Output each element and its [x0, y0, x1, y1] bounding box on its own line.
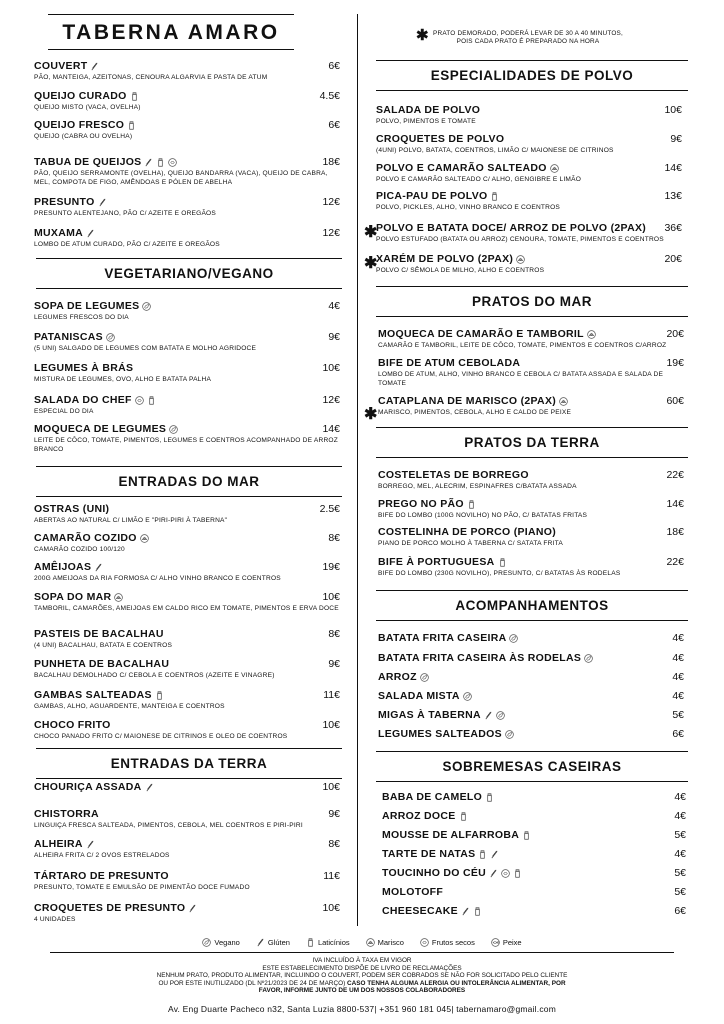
item-price: 2.5€: [319, 503, 340, 515]
menu-item-moqueca-de-camarao: [378, 328, 684, 350]
menu-item-muxama: [34, 227, 340, 249]
legend-vegano: Vegano: [202, 938, 239, 947]
item-desc: PRESUNTO, TOMATE E EMULSÃO DE PIMENTÃO DOCE FUMADO: [34, 884, 250, 891]
wheat-icon: [90, 62, 99, 71]
menu-item-ameijoas: [34, 561, 340, 583]
item-name: QUEIJO FRESCO: [34, 119, 125, 131]
item-desc: POLVO ESTUFADO (BATATA OU ARROZ) CENOURA, TOMATE, PIMENTOS E COENTROS: [376, 236, 664, 243]
item-name: PICA-PAU DE POLVO: [376, 190, 488, 202]
legend-gluten: Glúten: [256, 938, 290, 947]
item-price: 9€: [328, 658, 340, 670]
leaf-circle-icon: [463, 692, 472, 701]
item-name: TABUA DE QUEIJOS: [34, 156, 142, 168]
menu-item-croquetes-de-polvo: [376, 133, 682, 155]
item-name: CROQUETES DE PRESUNTO: [34, 902, 186, 914]
menu-item-sopa-do-mar: [34, 591, 340, 613]
item-desc: LOMBO DE ATUM CURADO, PÃO C/ AZEITE E OREGÃOS: [34, 241, 220, 248]
menu-item-cataplana-de-marisco: [378, 395, 684, 417]
item-desc: (4UNI) POLVO, BATATA, COENTROS, LIMÃO C/ MAIONESE DE CITRINOS: [376, 147, 614, 154]
item-price: 10€: [322, 591, 340, 603]
legend-marisco: Marisco: [366, 938, 404, 947]
item-desc: 200G AMEIJOAS DA RIA FORMOSA C/ ALHO VINHO BRANCO E COENTROS: [34, 575, 281, 582]
item-name: OSTRAS (UNI): [34, 503, 110, 515]
item-price: 4€: [672, 690, 684, 702]
item-name: SALADA MISTA: [378, 690, 460, 702]
item-desc: CAMARÃO E TAMBORIL, LEITE DE CÔCO, TOMATE, PIMENTOS E COENTROS C/ARROZ: [378, 342, 667, 349]
leaf-circle-icon: [106, 333, 115, 342]
nut-icon: [420, 938, 429, 947]
menu-item-tarte-de-natas: [382, 848, 686, 860]
asterisk-icon: ✱: [364, 224, 378, 241]
section-title: ENTRADAS DO MAR: [118, 474, 260, 489]
menu-item-xarem-de-polvo: [376, 253, 682, 275]
item-name: COUVERT: [34, 60, 88, 72]
menu-item-presunto: [34, 196, 340, 218]
nut-icon: [135, 396, 144, 405]
shell-icon: [114, 593, 123, 602]
menu-item-punheta-de-bacalhau: [34, 658, 340, 680]
footer-line-4a: OU POR ESTE INUTILIZADO (DL Nº21/2023 DE 24 DE MARÇO): [158, 979, 346, 987]
section-header-sobremesas: [376, 751, 688, 782]
milk-bottle-icon: [130, 92, 139, 101]
item-price: 5€: [672, 709, 684, 721]
section-header-vegetariano: [36, 258, 342, 289]
item-desc: BORREGO, MEL, ALECRIM, ESPINAFRES C/BATATA ASSADA: [378, 483, 577, 490]
item-desc: LEITE DE CÔCO, TOMATE, PIMENTOS, LEGUMES E COENTROS ACOMPANHADO DE ARROZ BRANCO: [34, 437, 338, 453]
shell-icon: [550, 164, 559, 173]
item-price: 4€: [672, 652, 684, 664]
item-desc: PÃO, QUEIJO SERRAMONTE (OVELHA), QUEIJO BANDARRA (VACA), QUEIJO DE CABRA, MEL, COMPOTA DE FIGO, AMÊNDOAS E PÓLEN DE ABELHA: [34, 170, 328, 186]
menu-item-queijo-fresco: [34, 119, 340, 141]
menu-item-costeletas-de-borrego: [378, 469, 684, 491]
milk-bottle-icon: [522, 831, 531, 840]
section-title: SOBREMESAS CASEIRAS: [442, 759, 622, 774]
asterisk-icon: ✱: [364, 255, 378, 272]
item-name: MOQUECA DE CAMARÃO E TAMBORIL: [378, 328, 584, 340]
item-name: TOUCINHO DO CÉU: [382, 867, 487, 879]
item-name: LEGUMES À BRÁS: [34, 362, 134, 374]
menu-item-migas: [378, 709, 684, 721]
item-name: SALADA DO CHEF: [34, 394, 132, 406]
restaurant-name: TABERNA AMARO: [62, 21, 280, 44]
section-title: ENTRADAS DA TERRA: [110, 756, 268, 771]
menu-item-chourica-assada: [34, 781, 340, 793]
section-title: PRATOS DO MAR: [471, 294, 592, 309]
milk-bottle-icon: [467, 500, 476, 509]
item-price: 8€: [328, 532, 340, 544]
item-desc: POLVO C/ SÊMOLA DE MILHO, ALHO E COENTROS: [376, 267, 545, 274]
menu-item-batata-rodelas: [378, 652, 684, 664]
item-price: 6€: [328, 60, 340, 72]
menu-item-croquetes-de-presunto: [34, 902, 340, 924]
item-price: 12€: [322, 227, 340, 239]
footer-line-5: FAVOR, INFORME JUNTO DE UM DOS NOSSOS COLABORADORES: [258, 987, 466, 995]
menu-item-salada-de-polvo: [376, 104, 682, 126]
item-name: AMÊIJOAS: [34, 561, 92, 573]
item-desc: 4 UNIDADES: [34, 916, 76, 923]
item-desc: POLVO E CAMARÃO SALTEADO C/ ALHO, GENGIBRE E LIMÃO: [376, 176, 582, 183]
asterisk-icon: ✱: [364, 406, 378, 423]
milk-bottle-icon: [473, 907, 482, 916]
wheat-icon: [86, 840, 95, 849]
menu-item-mousse-de-alfarroba: [382, 829, 686, 841]
milk-bottle-icon: [459, 812, 468, 821]
allergen-legend: [0, 938, 724, 947]
item-name: SOPA DE LEGUMES: [34, 300, 140, 312]
item-name: CAMARÃO COZIDO: [34, 532, 137, 544]
footer-line-3: NENHUM PRATO, PRODUTO ALIMENTAR, INCLUINDO O COUVERT, PODEM SER COBRADOS SE NÃO FOR SOLICITADO PELO CLIENTE: [156, 972, 568, 980]
item-name: BATATA FRITA CASEIRA ÀS RODELAS: [378, 652, 582, 664]
milk-bottle-icon: [147, 396, 156, 405]
item-price: 14€: [322, 423, 340, 435]
menu-item-queijo-curado: [34, 90, 340, 112]
section-header-polvo: [376, 60, 688, 91]
item-name: ARROZ DOCE: [382, 810, 456, 822]
item-name: MUXAMA: [34, 227, 84, 239]
item-name: CATAPLANA DE MARISCO (2PAX): [378, 395, 557, 407]
item-name: PATANISCAS: [34, 331, 103, 343]
milk-bottle-icon: [155, 691, 164, 700]
footer-notes: [0, 957, 724, 995]
item-name: CHEESECAKE: [382, 905, 458, 917]
item-price: 10€: [322, 781, 340, 793]
section-header-entradas-terra: [36, 748, 342, 779]
milk-bottle-icon: [478, 850, 487, 859]
item-desc: MARISCO, PIMENTOS, CEBOLA, ALHO E CALDO DE PEIXE: [378, 409, 572, 416]
item-desc: MISTURA DE LEGUMES, OVO, ALHO E BATATA PALHA: [34, 376, 212, 383]
item-name: QUEIJO CURADO: [34, 90, 127, 102]
item-desc: BIFE DO LOMBO (100G NOVILHO) NO PÃO, C/ BATATAS FRITAS: [378, 512, 588, 519]
section-title: ACOMPANHAMENTOS: [455, 598, 609, 613]
milk-bottle-icon: [485, 793, 494, 802]
item-name: POLVO E BATATA DOCE/ ARROZ DE POLVO (2PAX): [376, 222, 647, 234]
item-name: CHOCO FRITO: [34, 719, 111, 731]
item-desc: LINGUIÇA FRESCA SALTEADA, PIMENTOS, CEBOLA, MEL COENTROS E PIRI-PIRI: [34, 822, 303, 829]
item-price: 4€: [674, 848, 686, 860]
wheat-icon: [86, 229, 95, 238]
wheat-icon: [489, 869, 498, 878]
item-desc: ESPECIAL DO DIA: [34, 408, 94, 415]
item-desc: LEGUMES FRESCOS DO DIA: [34, 314, 129, 321]
item-name: CHOURIÇA ASSADA: [34, 781, 142, 793]
leaf-circle-icon: [202, 938, 211, 947]
item-price: 5€: [674, 867, 686, 879]
item-price: 4€: [674, 810, 686, 822]
shell-icon: [366, 938, 375, 947]
item-price: 5€: [674, 886, 686, 898]
milk-bottle-icon: [127, 121, 136, 130]
menu-item-salada-mista: [378, 690, 684, 702]
shell-icon: [587, 330, 596, 339]
item-price: 18€: [666, 526, 684, 538]
item-name: BIFE DE ATUM CEBOLADA: [378, 357, 521, 369]
menu-item-polvo-e-batata-doce: [376, 222, 682, 244]
menu-item-costelinha-de-porco: [378, 526, 684, 548]
item-price: 11€: [323, 870, 340, 882]
item-name: CHISTORRA: [34, 808, 99, 820]
item-desc: PIANO DE PORCO MOLHO À TABERNA C/ SATATA FRITA: [378, 540, 563, 547]
item-price: 10€: [322, 362, 340, 374]
notice-line-1: PRATO DEMORADO, PODERÁ LEVAR DE 30 A 40 MINUTOS,: [433, 30, 623, 37]
item-price: 4€: [672, 632, 684, 644]
notice-line-2: POIS CADA PRATO É PREPARADO NA HORA: [456, 38, 600, 45]
item-price: 4€: [674, 791, 686, 803]
milk-bottle-icon: [498, 558, 507, 567]
section-title: PRATOS DA TERRA: [464, 435, 600, 450]
demorado-notice: [428, 30, 628, 46]
item-name: MOQUECA DE LEGUMES: [34, 423, 167, 435]
wheat-icon: [145, 783, 154, 792]
leaf-circle-icon: [169, 425, 178, 434]
item-price: 9€: [328, 331, 340, 343]
item-desc: (5 UNI) SALGADO DE LEGUMES COM BATATA E MOLHO AGRIDOCE: [34, 345, 257, 352]
menu-item-baba-de-camelo: [382, 791, 686, 803]
menu-item-ostras: [34, 503, 340, 525]
item-desc: CAMARÃO COZIDO 100/120: [34, 546, 125, 553]
item-desc: QUEIJO MISTO (VACA, OVELHA): [34, 104, 141, 111]
item-desc: PÃO, MANTEIGA, AZEITONAS, CENOURA ALGARVIA E PASTA DE ATUM: [34, 74, 268, 81]
section-title: VEGETARIANO/VEGANO: [104, 266, 274, 281]
section-header-terra: [376, 427, 688, 458]
item-desc: BACALHAU DEMOLHADO C/ CEBOLA E COENTROS (AZEITE E VINAGRE): [34, 672, 275, 679]
menu-item-tabua-de-queijos: [34, 156, 340, 187]
milk-bottle-icon: [490, 192, 499, 201]
item-desc: BIFE DO LOMBO (230G NOVILHO), PRESUNTO, C/ BATATAS ÀS RODELAS: [378, 570, 621, 577]
item-price: 9€: [328, 808, 340, 820]
item-name: CROQUETES DE POLVO: [376, 133, 505, 145]
leaf-circle-icon: [496, 711, 505, 720]
item-name: PREGO NO PÃO: [378, 498, 464, 510]
item-name: BIFE À PORTUGUESA: [378, 556, 495, 568]
item-price: 6€: [328, 119, 340, 131]
leaf-circle-icon: [584, 654, 593, 663]
leaf-circle-icon: [509, 634, 518, 643]
menu-item-pica-pau-de-polvo: [376, 190, 682, 212]
item-name: COSTELINHA DE PORCO (PIANO): [378, 526, 557, 538]
footer-line-4b: CASO TENHA ALGUMA ALERGIA OU INTOLERÂNCIA ALIMENTAR, POR: [346, 979, 566, 987]
item-name: SALADA DE POLVO: [376, 104, 481, 116]
item-desc: CHOCO PANADO FRITO C/ MAIONESE DE CITRINOS E OLEO DE COENTROS: [34, 733, 288, 740]
item-name: PASTEIS DE BACALHAU: [34, 628, 164, 640]
menu-item-pataniscas: [34, 331, 340, 353]
legend-laticinios: Laticínios: [306, 938, 350, 947]
menu-item-salada-do-chef: [34, 394, 340, 416]
milk-bottle-icon: [513, 869, 522, 878]
item-name: LEGUMES SALTEADOS: [378, 728, 502, 740]
menu-item-camarao-cozido: [34, 532, 340, 554]
item-desc: POLVO, PIMENTOS E TOMATE: [376, 118, 476, 125]
leaf-circle-icon: [505, 730, 514, 739]
item-name: BATATA FRITA CASEIRA: [378, 632, 507, 644]
menu-item-bife-de-atum: [378, 357, 684, 388]
contact-info: Av. Eng Duarte Pacheco n32, Santa Luzia 8800-537| +351 960 181 045| tabernamaro@gmail.com: [167, 1004, 556, 1014]
menu-item-tartaro-de-presunto: [34, 870, 340, 892]
leaf-circle-icon: [142, 302, 151, 311]
menu-item-arroz-doce: [382, 810, 686, 822]
item-desc: PRESUNTO ALENTEJANO, PÃO C/ AZEITE E OREGÃOS: [34, 210, 216, 217]
item-price: 6€: [672, 728, 684, 740]
menu-item-prego-no-pao: [378, 498, 684, 520]
item-desc: POLVO, PICKLES, ALHO, VINHO BRANCO E COENTROS: [376, 204, 561, 211]
item-price: 22€: [666, 469, 684, 481]
item-name: SOPA DO MAR: [34, 591, 112, 603]
item-name: PRESUNTO: [34, 196, 95, 208]
item-name: ARROZ: [378, 671, 417, 683]
item-price: 12€: [322, 196, 340, 208]
item-price: 10€: [664, 104, 682, 116]
item-price: 4€: [328, 300, 340, 312]
item-price: 5€: [674, 829, 686, 841]
section-header-entradas-mar: [36, 466, 342, 497]
item-name: XARÉM DE POLVO (2PAX): [376, 253, 514, 265]
menu-item-legumes-a-bras: [34, 362, 340, 384]
nut-icon: [168, 158, 177, 167]
footer-line-2: ESTE ESTABELECIMENTO DISPÕE DE LIVRO DE RECLAMAÇÕES: [262, 964, 462, 972]
menu-item-moqueca-de-legumes: [34, 423, 340, 454]
item-price: 36€: [664, 222, 682, 234]
milk-bottle-icon: [156, 158, 165, 167]
menu-item-chistorra: [34, 808, 340, 830]
asterisk-icon: ✱: [416, 27, 429, 44]
item-price: 4.5€: [319, 90, 340, 102]
menu-item-arroz: [378, 671, 684, 683]
item-price: 14€: [664, 162, 682, 174]
item-price: 12€: [322, 394, 340, 406]
item-price: 60€: [666, 395, 684, 407]
legend-peixe: Peixe: [491, 938, 522, 947]
menu-item-sopa-de-legumes: [34, 300, 340, 322]
item-price: 9€: [670, 133, 682, 145]
item-name: COSTELETAS DE BORREGO: [378, 469, 529, 481]
wheat-icon: [98, 198, 107, 207]
title-block: [48, 14, 294, 50]
item-name: BABA DE CAMELO: [382, 791, 483, 803]
item-name: MOUSSE DE ALFARROBA: [382, 829, 520, 841]
item-price: 18€: [322, 156, 340, 168]
item-price: 19€: [666, 357, 684, 369]
shell-icon: [516, 255, 525, 264]
item-desc: QUEIJO (CABRA OU OVELHA): [34, 133, 133, 140]
item-desc: TAMBORIL, CAMARÕES, AMEIJOAS EM CALDO RICO EM TOMATE, PIMENTOS E ERVA DOCE: [34, 605, 339, 612]
item-price: 22€: [666, 556, 684, 568]
milk-bottle-icon: [306, 938, 315, 947]
fish-icon: [491, 938, 500, 947]
item-desc: ABERTAS AO NATURAL C/ LIMÃO E "PIRI-PIRI À TABERNA": [34, 517, 228, 524]
column-divider: [357, 14, 358, 926]
wheat-icon: [94, 563, 103, 572]
menu-item-batata-frita: [378, 632, 684, 644]
item-price: 6€: [674, 905, 686, 917]
wheat-icon: [484, 711, 493, 720]
item-price: 20€: [664, 253, 682, 265]
item-desc: LOMBO DE ATUM, ALHO, VINHO BRANCO E CEBOLA C/ BATATA ASSADA E SALADA DE TOMATE: [378, 371, 664, 387]
item-price: 8€: [328, 838, 340, 850]
wheat-icon: [256, 938, 265, 947]
menu-item-cheesecake: [382, 905, 686, 917]
shell-icon: [140, 534, 149, 543]
item-price: 8€: [328, 628, 340, 640]
item-price: 4€: [672, 671, 684, 683]
menu-item-alheira: [34, 838, 340, 860]
item-desc: ALHEIRA FRITA C/ 2 OVOS ESTRELADOS: [34, 852, 170, 859]
item-price: 14€: [666, 498, 684, 510]
footer-line-1: IVA INCLUÍDO À TAXA EM VIGOR: [312, 957, 412, 964]
legend-frutos-secos: Frutos secos: [420, 938, 475, 947]
item-price: 13€: [664, 190, 682, 202]
item-name: TÁRTARO DE PRESUNTO: [34, 870, 169, 882]
leaf-circle-icon: [420, 673, 429, 682]
menu-item-couvert: [34, 60, 340, 82]
item-name: MIGAS À TABERNA: [378, 709, 481, 721]
item-price: 19€: [322, 561, 340, 573]
footer-divider: [50, 952, 674, 953]
item-name: POLVO E CAMARÃO SALTEADO: [376, 162, 547, 174]
item-name: TARTE DE NATAS: [382, 848, 476, 860]
shell-icon: [559, 397, 568, 406]
menu-item-legumes-salteados: [378, 728, 684, 740]
menu-item-gambas-salteadas: [34, 689, 340, 711]
menu-item-pasteis-de-bacalhau: [34, 628, 340, 650]
wheat-icon: [490, 850, 499, 859]
menu-item-toucinho-do-ceu: [382, 867, 686, 879]
item-price: 11€: [323, 689, 340, 701]
section-header-acompanhamentos: [376, 590, 688, 621]
menu-item-bife-a-portuguesa: [378, 556, 684, 578]
menu-item-choco-frito: [34, 719, 340, 741]
item-desc: (4 UNI) BACALHAU, BATATA E COENTROS: [34, 642, 173, 649]
item-name: PUNHETA DE BACALHAU: [34, 658, 170, 670]
section-header-mar: [376, 286, 688, 317]
title-bottom-rule: [48, 49, 294, 50]
item-price: 10€: [322, 719, 340, 731]
item-name: MOLOTOFF: [382, 886, 444, 898]
item-price: 20€: [666, 328, 684, 340]
wheat-icon: [188, 904, 197, 913]
section-title: ESPECIALIDADES DE POLVO: [430, 68, 634, 83]
item-name: ALHEIRA: [34, 838, 83, 850]
item-name: GAMBAS SALTEADAS: [34, 689, 152, 701]
nut-icon: [501, 869, 510, 878]
item-desc: GAMBAS, ALHO, AGUARDENTE, MANTEIGA E COENTROS: [34, 703, 225, 710]
menu-item-polvo-e-camarao-salteado: [376, 162, 682, 184]
item-price: 10€: [322, 902, 340, 914]
wheat-icon: [144, 158, 153, 167]
menu-item-molotoff: [382, 886, 686, 898]
wheat-icon: [461, 907, 470, 916]
